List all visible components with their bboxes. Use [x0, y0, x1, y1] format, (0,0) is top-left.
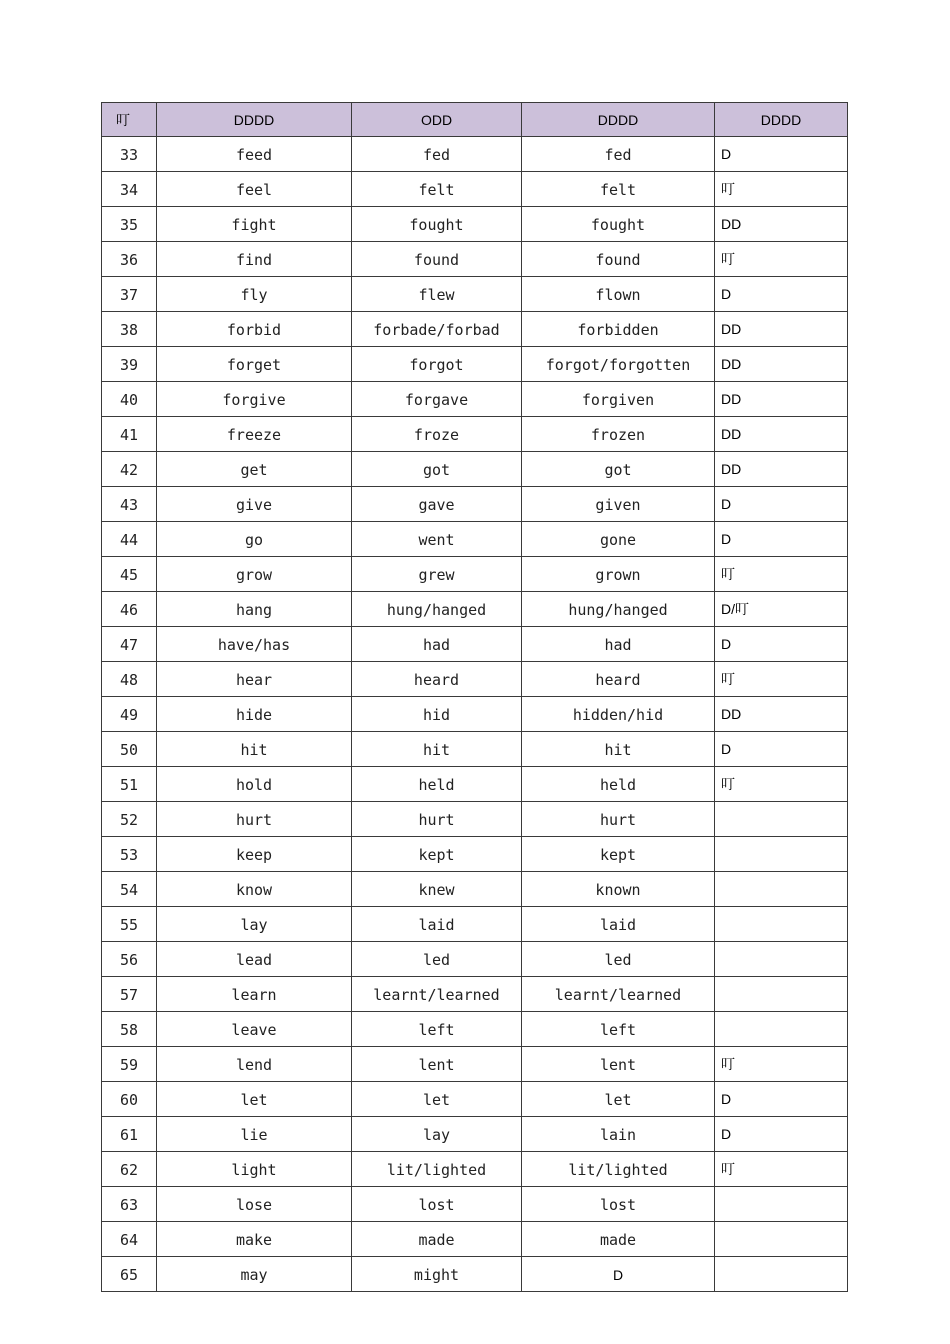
table-row — [102, 1257, 848, 1292]
table-row — [102, 592, 848, 627]
past-participle-cell: found — [522, 242, 715, 277]
header-past-participle: DDDD — [522, 103, 715, 137]
base-form-cell: hit — [157, 732, 352, 767]
row-number-cell: 56 — [102, 942, 157, 977]
table-header-row — [102, 103, 848, 137]
past-tense-cell: felt — [352, 172, 522, 207]
table-row — [102, 1222, 848, 1257]
row-number-cell: 37 — [102, 277, 157, 312]
note-cell: D — [715, 627, 848, 662]
row-number-cell: 65 — [102, 1257, 157, 1292]
table-row — [102, 172, 848, 207]
past-participle-cell: flown — [522, 277, 715, 312]
row-number-cell: 43 — [102, 487, 157, 522]
note-cell: 叮 — [715, 172, 848, 207]
table-row — [102, 1117, 848, 1152]
note-cell — [715, 1222, 848, 1257]
base-form-cell: grow — [157, 557, 352, 592]
table-row — [102, 312, 848, 347]
note-cell: DD — [715, 452, 848, 487]
table-row — [102, 907, 848, 942]
table-body — [102, 137, 848, 1292]
past-participle-cell: got — [522, 452, 715, 487]
note-cell — [715, 872, 848, 907]
note-cell: DD — [715, 347, 848, 382]
note-cell: DD — [715, 417, 848, 452]
past-tense-cell: heard — [352, 662, 522, 697]
note-cell — [715, 837, 848, 872]
row-number-cell: 53 — [102, 837, 157, 872]
past-participle-cell: made — [522, 1222, 715, 1257]
note-cell: D/叮 — [715, 592, 848, 627]
base-form-cell: keep — [157, 837, 352, 872]
base-form-cell: hang — [157, 592, 352, 627]
past-tense-cell: hit — [352, 732, 522, 767]
row-number-cell: 62 — [102, 1152, 157, 1187]
table-row — [102, 837, 848, 872]
note-cell: D — [715, 137, 848, 172]
base-form-cell: go — [157, 522, 352, 557]
note-cell: DD — [715, 312, 848, 347]
past-tense-cell: went — [352, 522, 522, 557]
base-form-cell: get — [157, 452, 352, 487]
table-row — [102, 242, 848, 277]
note-cell: 叮 — [715, 662, 848, 697]
header-past-tense: ODD — [352, 103, 522, 137]
table-row — [102, 767, 848, 802]
table-row — [102, 627, 848, 662]
table-row — [102, 1047, 848, 1082]
table-row — [102, 137, 848, 172]
note-cell: D — [715, 1082, 848, 1117]
past-tense-cell: made — [352, 1222, 522, 1257]
base-form-cell: lay — [157, 907, 352, 942]
table-row — [102, 802, 848, 837]
table-row — [102, 207, 848, 242]
table-row — [102, 557, 848, 592]
past-participle-cell: hurt — [522, 802, 715, 837]
base-form-cell: feed — [157, 137, 352, 172]
base-form-cell: fight — [157, 207, 352, 242]
base-form-cell: lie — [157, 1117, 352, 1152]
base-form-cell: lend — [157, 1047, 352, 1082]
row-number-cell: 49 — [102, 697, 157, 732]
note-cell — [715, 1187, 848, 1222]
past-participle-cell: forgiven — [522, 382, 715, 417]
past-participle-cell: frozen — [522, 417, 715, 452]
note-cell: D — [715, 522, 848, 557]
base-form-cell: learn — [157, 977, 352, 1012]
past-tense-cell: hid — [352, 697, 522, 732]
past-participle-cell: fought — [522, 207, 715, 242]
row-number-cell: 34 — [102, 172, 157, 207]
note-cell: 叮 — [715, 1152, 848, 1187]
note-cell: D — [715, 487, 848, 522]
past-tense-cell: lent — [352, 1047, 522, 1082]
past-tense-cell: learnt/learned — [352, 977, 522, 1012]
table-row — [102, 977, 848, 1012]
past-tense-cell: let — [352, 1082, 522, 1117]
table-row — [102, 382, 848, 417]
row-number-cell: 59 — [102, 1047, 157, 1082]
table-row — [102, 1187, 848, 1222]
irregular-verb-table — [101, 102, 848, 1292]
past-tense-cell: left — [352, 1012, 522, 1047]
row-number-cell: 33 — [102, 137, 157, 172]
note-cell — [715, 977, 848, 1012]
past-participle-cell: fed — [522, 137, 715, 172]
note-cell — [715, 802, 848, 837]
base-form-cell: find — [157, 242, 352, 277]
table-row — [102, 347, 848, 382]
past-participle-cell: D — [522, 1257, 715, 1292]
table-row — [102, 1012, 848, 1047]
row-number-cell: 35 — [102, 207, 157, 242]
past-participle-cell: lain — [522, 1117, 715, 1152]
base-form-cell: hear — [157, 662, 352, 697]
past-tense-cell: got — [352, 452, 522, 487]
base-form-cell: may — [157, 1257, 352, 1292]
table-row — [102, 452, 848, 487]
past-tense-cell: had — [352, 627, 522, 662]
note-cell: D — [715, 732, 848, 767]
base-form-cell: give — [157, 487, 352, 522]
past-participle-cell: let — [522, 1082, 715, 1117]
row-number-cell: 39 — [102, 347, 157, 382]
past-tense-cell: forgot — [352, 347, 522, 382]
past-participle-cell: laid — [522, 907, 715, 942]
table-row — [102, 662, 848, 697]
past-tense-cell: froze — [352, 417, 522, 452]
row-number-cell: 36 — [102, 242, 157, 277]
past-participle-cell: hung/hanged — [522, 592, 715, 627]
past-participle-cell: known — [522, 872, 715, 907]
table-row — [102, 942, 848, 977]
table-row — [102, 277, 848, 312]
row-number-cell: 51 — [102, 767, 157, 802]
row-number-cell: 52 — [102, 802, 157, 837]
note-cell — [715, 942, 848, 977]
note-cell — [715, 1257, 848, 1292]
past-participle-cell: learnt/learned — [522, 977, 715, 1012]
note-cell: DD — [715, 382, 848, 417]
past-tense-cell: led — [352, 942, 522, 977]
base-form-cell: lead — [157, 942, 352, 977]
row-number-cell: 46 — [102, 592, 157, 627]
past-tense-cell: lay — [352, 1117, 522, 1152]
base-form-cell: know — [157, 872, 352, 907]
note-cell: D — [715, 277, 848, 312]
table-row — [102, 1152, 848, 1187]
base-form-cell: forbid — [157, 312, 352, 347]
table-row — [102, 487, 848, 522]
past-tense-cell: lost — [352, 1187, 522, 1222]
past-participle-cell: hit — [522, 732, 715, 767]
note-cell: 叮 — [715, 242, 848, 277]
base-form-cell: hide — [157, 697, 352, 732]
past-participle-cell: left — [522, 1012, 715, 1047]
table-row — [102, 1082, 848, 1117]
row-number-cell: 61 — [102, 1117, 157, 1152]
table-row — [102, 522, 848, 557]
row-number-cell: 60 — [102, 1082, 157, 1117]
table-row — [102, 872, 848, 907]
base-form-cell: feel — [157, 172, 352, 207]
row-number-cell: 41 — [102, 417, 157, 452]
row-number-cell: 63 — [102, 1187, 157, 1222]
past-tense-cell: laid — [352, 907, 522, 942]
row-number-cell: 48 — [102, 662, 157, 697]
past-participle-cell: forgot/forgotten — [522, 347, 715, 382]
past-participle-cell: gone — [522, 522, 715, 557]
past-participle-cell: heard — [522, 662, 715, 697]
past-tense-cell: forbade/forbad — [352, 312, 522, 347]
past-participle-cell: lit/lighted — [522, 1152, 715, 1187]
base-form-cell: forget — [157, 347, 352, 382]
row-number-cell: 55 — [102, 907, 157, 942]
base-form-cell: forgive — [157, 382, 352, 417]
past-participle-cell: kept — [522, 837, 715, 872]
row-number-cell: 50 — [102, 732, 157, 767]
header-base-form: DDDD — [157, 103, 352, 137]
past-participle-cell: given — [522, 487, 715, 522]
past-tense-cell: hung/hanged — [352, 592, 522, 627]
past-participle-cell: grown — [522, 557, 715, 592]
past-tense-cell: hurt — [352, 802, 522, 837]
past-tense-cell: kept — [352, 837, 522, 872]
past-tense-cell: forgave — [352, 382, 522, 417]
base-form-cell: make — [157, 1222, 352, 1257]
past-tense-cell: held — [352, 767, 522, 802]
header-number: 叮 — [102, 103, 157, 137]
base-form-cell: let — [157, 1082, 352, 1117]
base-form-cell: lose — [157, 1187, 352, 1222]
base-form-cell: have/has — [157, 627, 352, 662]
past-tense-cell: found — [352, 242, 522, 277]
note-cell: D — [715, 1117, 848, 1152]
note-cell — [715, 907, 848, 942]
past-tense-cell: grew — [352, 557, 522, 592]
row-number-cell: 64 — [102, 1222, 157, 1257]
past-tense-cell: flew — [352, 277, 522, 312]
past-participle-cell: lent — [522, 1047, 715, 1082]
past-participle-cell: had — [522, 627, 715, 662]
base-form-cell: hurt — [157, 802, 352, 837]
row-number-cell: 40 — [102, 382, 157, 417]
row-number-cell: 45 — [102, 557, 157, 592]
past-participle-cell: lost — [522, 1187, 715, 1222]
past-participle-cell: hidden/hid — [522, 697, 715, 732]
base-form-cell: light — [157, 1152, 352, 1187]
row-number-cell: 44 — [102, 522, 157, 557]
row-number-cell: 54 — [102, 872, 157, 907]
past-tense-cell: lit/lighted — [352, 1152, 522, 1187]
table-row — [102, 697, 848, 732]
row-number-cell: 57 — [102, 977, 157, 1012]
past-tense-cell: knew — [352, 872, 522, 907]
row-number-cell: 58 — [102, 1012, 157, 1047]
base-form-cell: fly — [157, 277, 352, 312]
row-number-cell: 42 — [102, 452, 157, 487]
note-cell: DD — [715, 207, 848, 242]
table-row — [102, 732, 848, 767]
past-tense-cell: might — [352, 1257, 522, 1292]
row-number-cell: 47 — [102, 627, 157, 662]
past-participle-cell: led — [522, 942, 715, 977]
header-note: DDDD — [715, 103, 848, 137]
past-tense-cell: fed — [352, 137, 522, 172]
note-cell: 叮 — [715, 557, 848, 592]
note-cell: 叮 — [715, 767, 848, 802]
past-tense-cell: gave — [352, 487, 522, 522]
base-form-cell: leave — [157, 1012, 352, 1047]
base-form-cell: freeze — [157, 417, 352, 452]
row-number-cell: 38 — [102, 312, 157, 347]
note-cell — [715, 1012, 848, 1047]
past-participle-cell: held — [522, 767, 715, 802]
note-cell: DD — [715, 697, 848, 732]
base-form-cell: hold — [157, 767, 352, 802]
past-tense-cell: fought — [352, 207, 522, 242]
past-participle-cell: forbidden — [522, 312, 715, 347]
table-row — [102, 417, 848, 452]
note-cell: 叮 — [715, 1047, 848, 1082]
past-participle-cell: felt — [522, 172, 715, 207]
